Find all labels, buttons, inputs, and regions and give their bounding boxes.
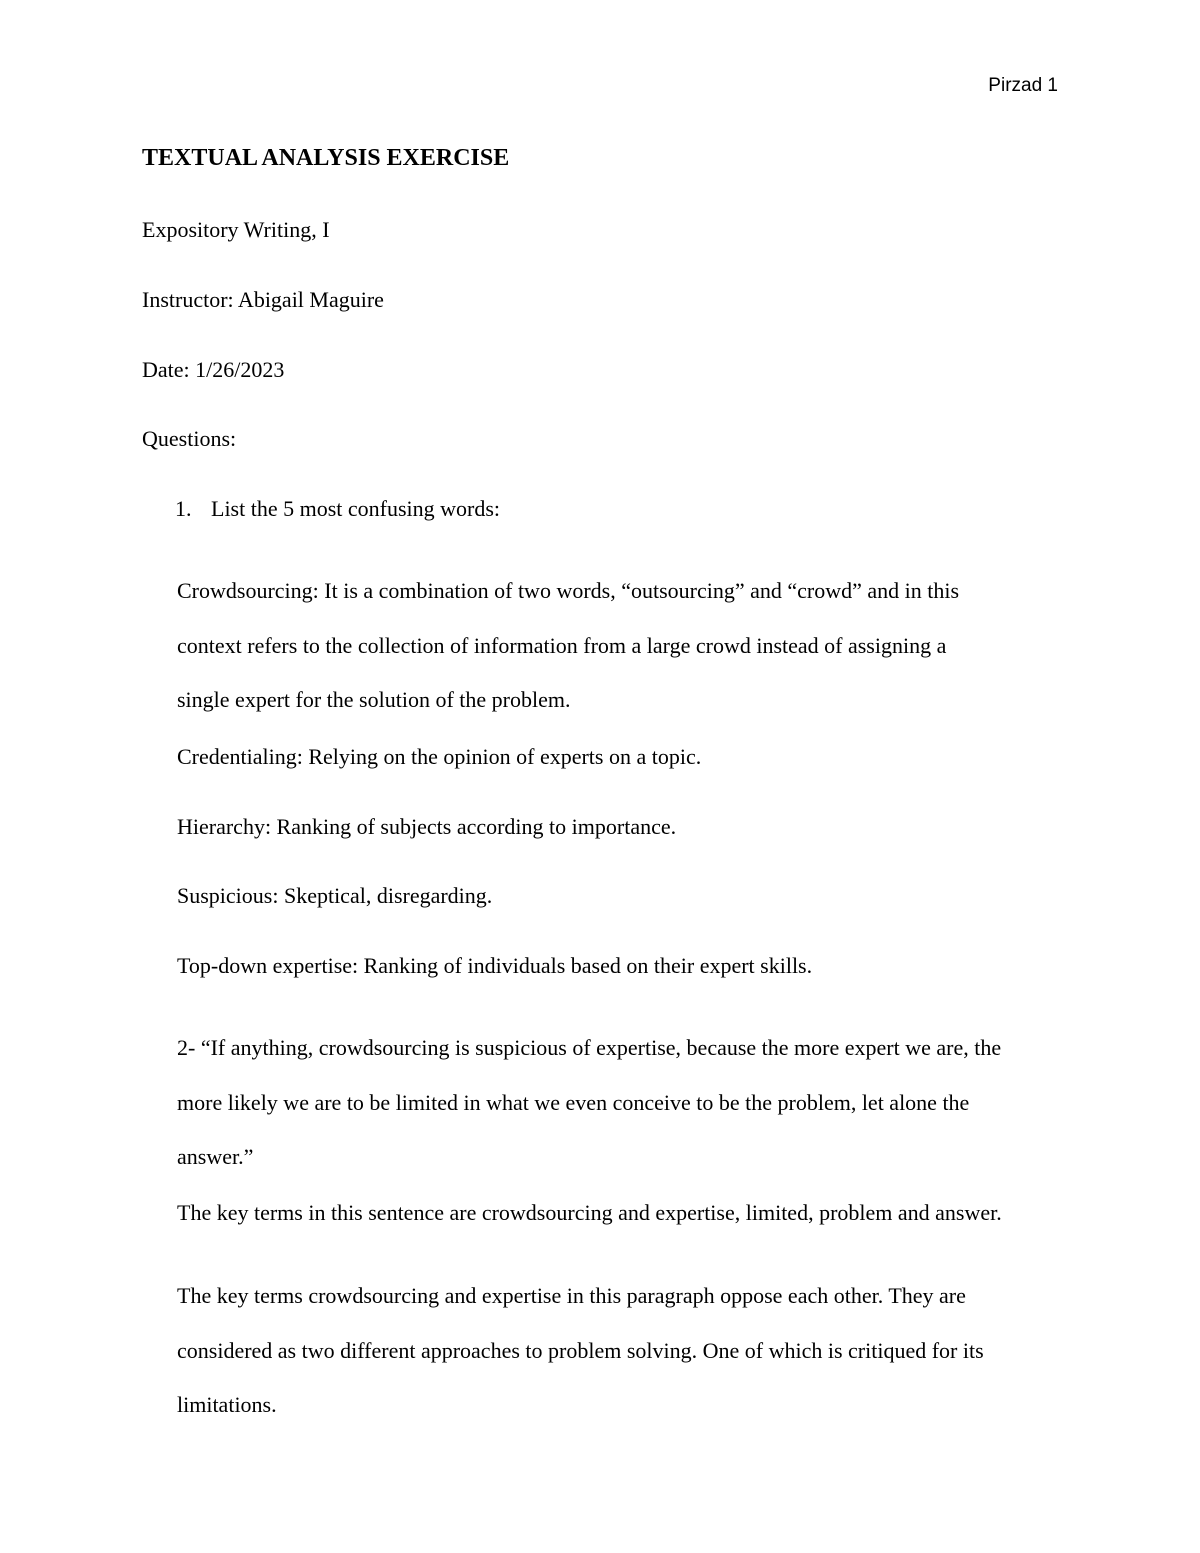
running-head: Pirzad 1 xyxy=(988,75,1058,96)
course-line: Expository Writing, I xyxy=(142,217,330,242)
paragraph-line: The key terms crowdsourcing and expertise in this paragraph oppose each other. They are xyxy=(177,1283,966,1308)
paragraph-line: limitations. xyxy=(177,1392,277,1417)
paragraph-line: context refers to the collection of information from a large crowd instead of assigning a xyxy=(177,632,947,658)
paragraph-line: considered as two different approaches to problem solving. One of which is critiqued for its xyxy=(177,1337,984,1363)
question-1-text: List the 5 most confusing words: xyxy=(211,496,501,521)
definition-suspicious: Suspicious: Skeptical, disregarding. xyxy=(177,883,493,908)
question-1 xyxy=(175,495,500,523)
document-title: TEXTUAL ANALYSIS EXERCISE xyxy=(142,145,510,171)
paragraph-line: Crowdsourcing: It is a combination of two words, “outsourcing” and “crowd” and in this xyxy=(177,578,960,603)
question-1-number: 1. xyxy=(175,496,192,521)
key-terms-paragraph: The key terms in this sentence are crowdsourcing and expertise, limited, problem and answer. xyxy=(177,1200,1002,1225)
definition-hierarchy: Hierarchy: Ranking of subjects according to importance. xyxy=(177,814,677,839)
definition-top-down: Top-down expertise: Ranking of individuals based on their expert skills. xyxy=(177,953,813,978)
definition-crowdsourcing xyxy=(177,564,1077,728)
date-line: Date: 1/26/2023 xyxy=(142,357,285,382)
paragraph-line: more likely we are to be limited in what we even conceive to be the problem, let alone the xyxy=(177,1089,970,1115)
question-2-quote xyxy=(177,1021,1077,1185)
definition-credentialing: Credentialing: Relying on the opinion of experts on a topic. xyxy=(177,744,702,769)
questions-label: Questions: xyxy=(142,426,237,451)
instructor-line: Instructor: Abigail Maguire xyxy=(142,287,384,312)
opposition-paragraph xyxy=(177,1269,1077,1433)
paragraph-line: single expert for the solution of the problem. xyxy=(177,687,571,712)
paragraph-line: answer.” xyxy=(177,1144,254,1169)
paragraph-line: 2- “If anything, crowdsourcing is suspicious of expertise, because the more expert we are, the xyxy=(177,1035,1002,1060)
